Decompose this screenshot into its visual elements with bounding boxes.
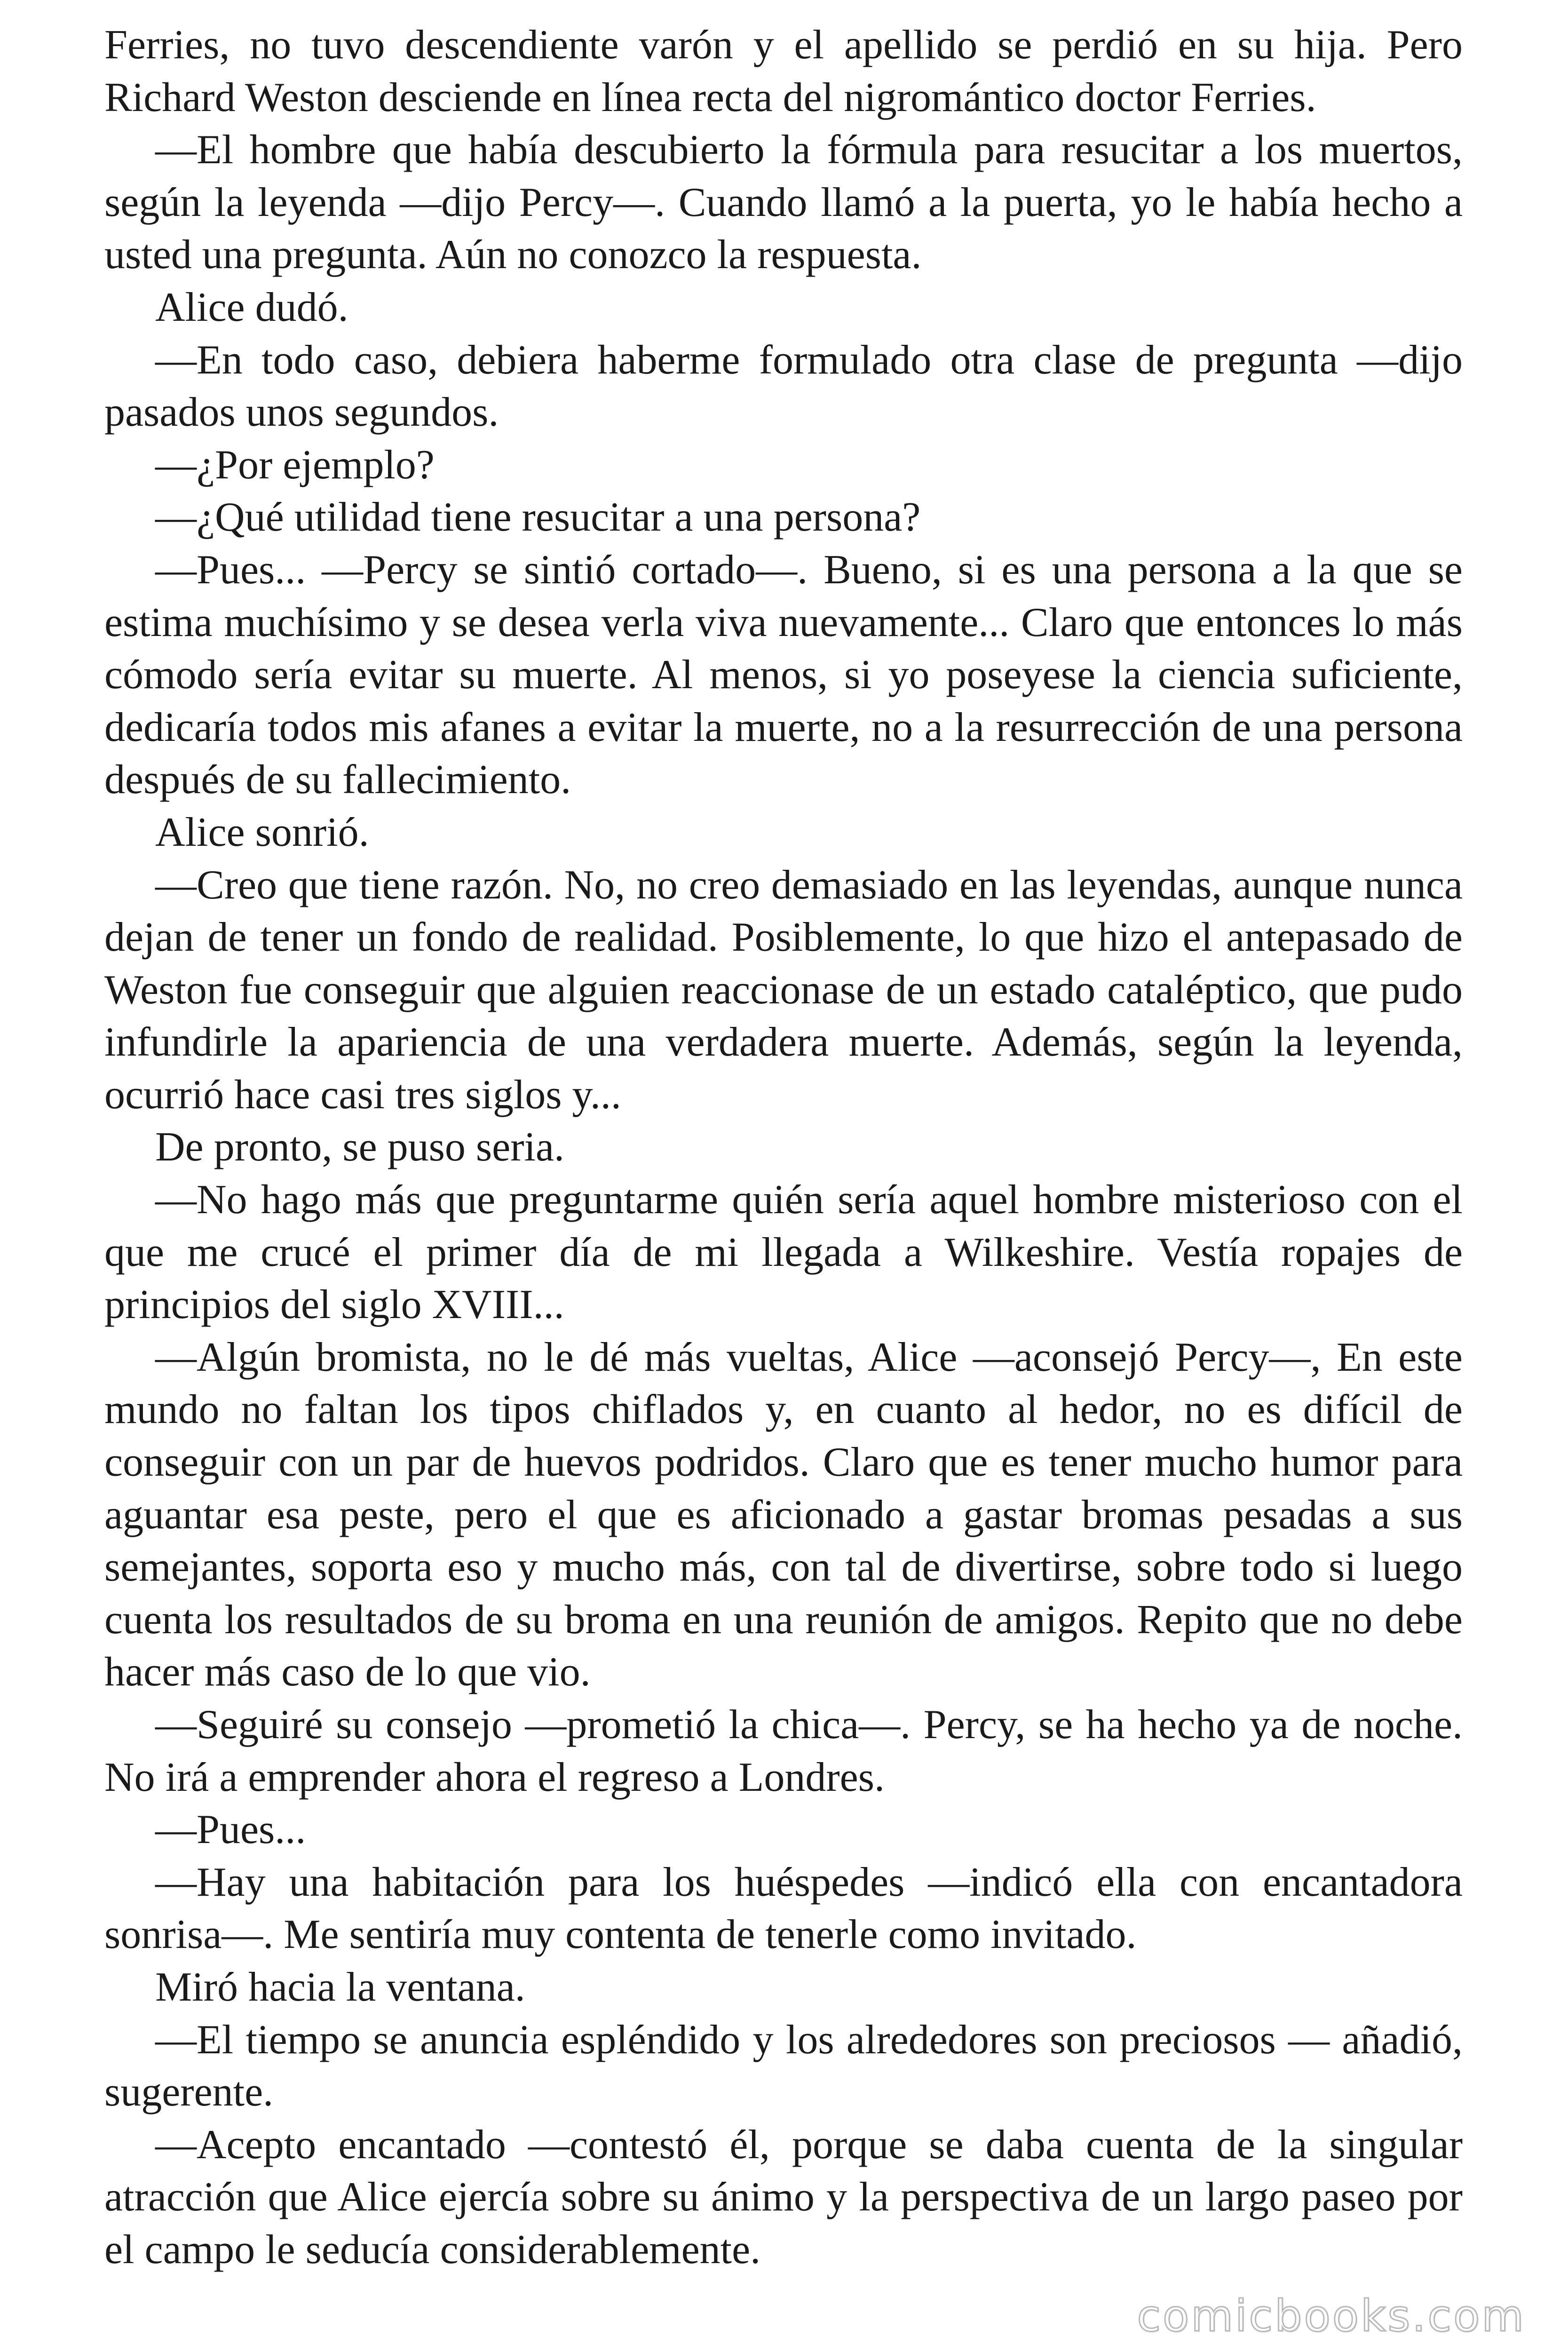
paragraph: —No hago más que preguntarme quién sería aquel hombre misterioso con el que me crucé el primer día de mi llegada a Wilkeshire. Vestía ropajes de principios del siglo XVIII... [104,1177,1463,1328]
paragraph: —Hay una habitación para los huéspedes —indicó ella con encantadora sonrisa—. Me sentiría muy contenta de tenerle como invitado. [104,1859,1463,1958]
paragraph: —Seguiré su consejo —prometió la chica—. Percy, se ha hecho ya de noche. No irá a emprender ahora el regreso a Londres. [104,1702,1463,1800]
paragraph: Miró hacia la ventana. [155,1964,525,2010]
paragraph: —¿Por ejemplo? [155,442,435,488]
paragraph: Ferries, no tuvo descendiente varón y el apellido se perdió en su hija. Pero Richard Weston desciende en línea recta del nigromántico doctor Ferries. [104,22,1463,120]
paragraph: Alice dudó. [155,284,348,330]
paragraph: —¿Qué utilidad tiene resucitar a una persona? [155,494,921,540]
paragraph: —Algún bromista, no le dé más vueltas, Alice —aconsejó Percy—, En este mundo no faltan los tipos chiflados y, en cuanto al hedor, no es difícil de conseguir con un par de huevos podridos. Claro que es tener mucho humor para aguantar esa peste, pero el que es aficionado a gastar bromas pesadas a sus semejantes, soporta eso y mucho más, con tal de divertirse, sobre todo si luego cuenta los resultados de su broma en una reunión de amigos. Repito que no debe hacer más caso de lo que vio. [104,1334,1463,1695]
paragraph: —Pues... —Percy se sintió cortado—. Bueno, si es una persona a la que se estima muchísimo y se desea verla viva nuevamente... Claro que entonces lo más cómodo sería evitar su muerte. Al menos, si yo poseyese la ciencia suficiente, dedicaría todos mis afanes a evitar la muerte, no a la resurrección de una persona después de su fallecimiento. [104,547,1463,803]
paragraph: —Acepto encantado —contestó él, porque se daba cuenta de la singular atracción que Alice ejercía sobre su ánimo y la perspectiva de un largo paseo por el campo le seducía considerablemente. [104,2122,1463,2273]
paragraph: De pronto, se puso seria. [155,1124,565,1170]
paragraph: —Creo que tiene razón. No, no creo demasiado en las leyendas, aunque nunca dejan de tener un fondo de realidad. Posiblemente, lo que hizo el antepasado de Weston fue conseguir que alguien reaccionase de un estado cataléptico, que pudo infundirle la apariencia de una verdadera muerte. Además, según la leyenda, ocurrió hace casi tres siglos y... [104,862,1463,1118]
paragraph: —El hombre que había descubierto la fórmula para resucitar a los muertos, según la leyenda —dijo Percy—. Cuando llamó a la puerta, yo le había hecho a usted una pregunta. Aún no conozco la respuesta. [104,127,1463,278]
book-page [104,19,1463,2276]
paragraph: Alice sonrió. [155,809,369,855]
watermark: comicbooks.com [1137,2291,1526,2341]
paragraph: —El tiempo se anuncia espléndido y los alrededores son preciosos — añadió, sugerente. [104,2017,1463,2115]
paragraph: —Pues... [155,1807,306,1853]
paragraph: —En todo caso, debiera haberme formulado otra clase de pregunta —dijo pasados unos segundos. [104,337,1463,436]
